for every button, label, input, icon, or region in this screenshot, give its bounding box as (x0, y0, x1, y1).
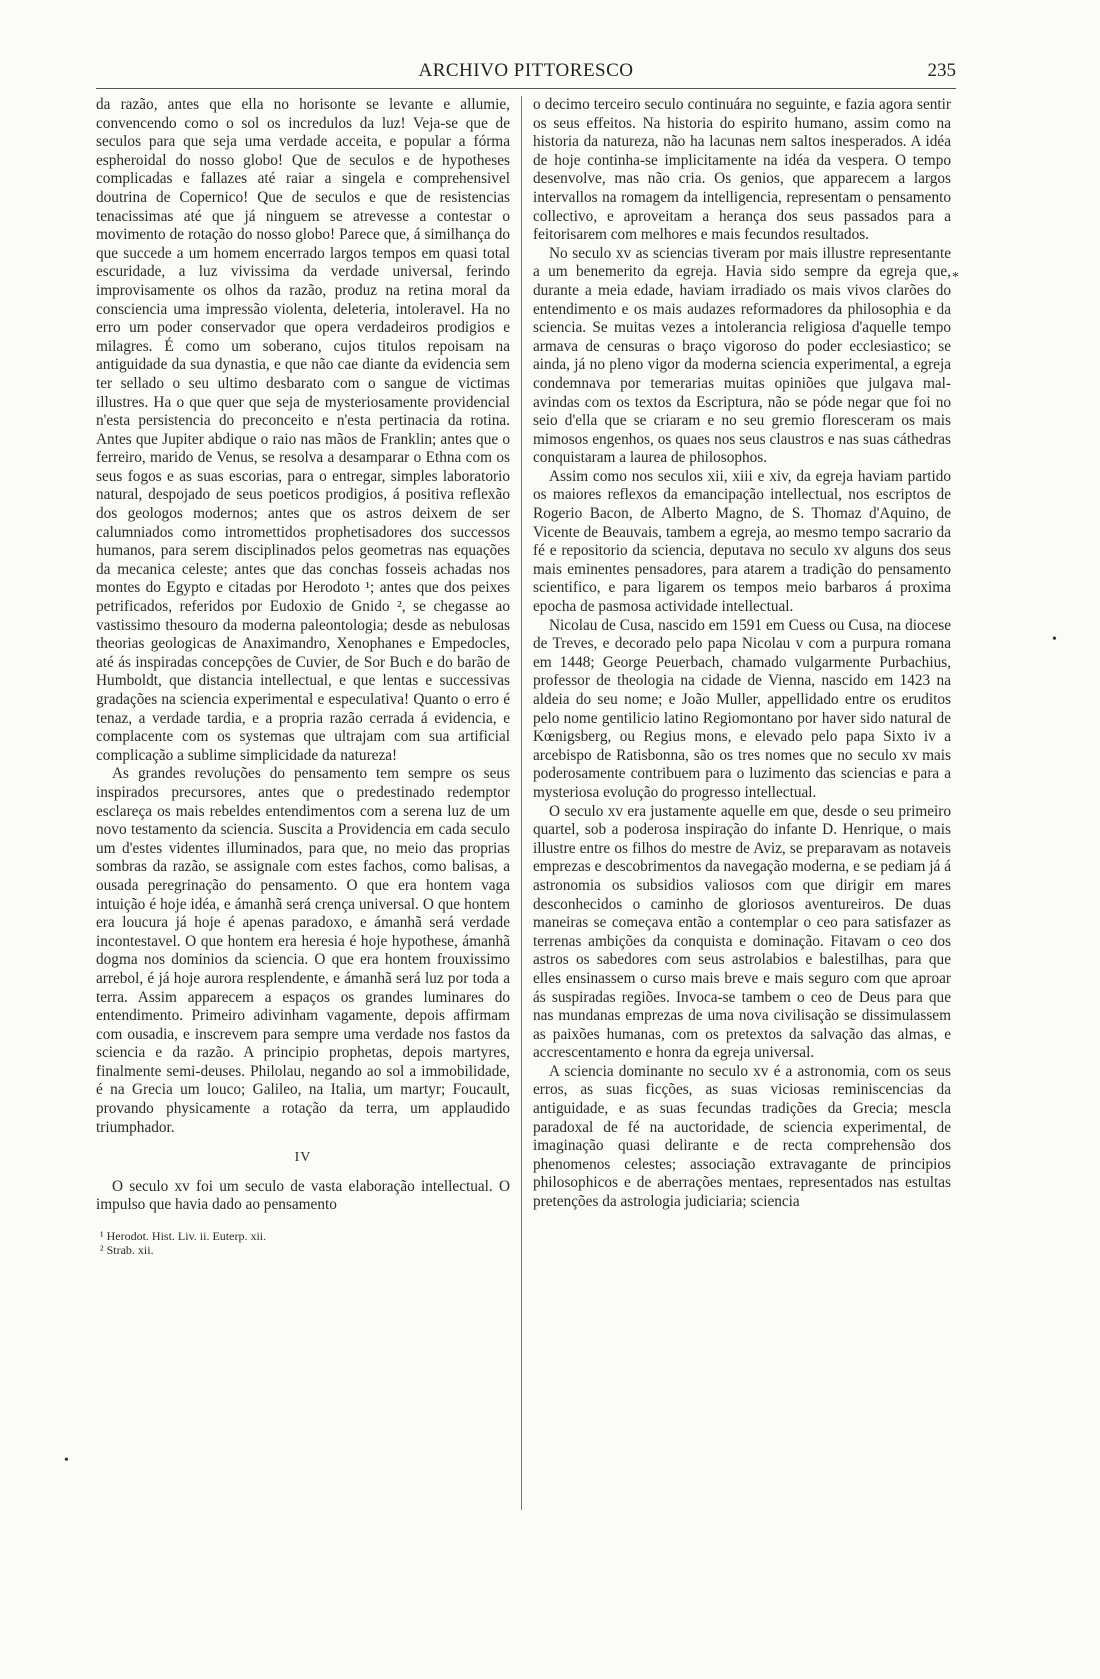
footnote: ¹ Herodot. Hist. Liv. ii. Euterp. xii. (100, 1229, 267, 1244)
paragraph: No seculo xv as sciencias tiveram por mais illustre representante a um benemerito da egreja. Havia sido sempre da egreja que, durante a meia edade, haviam irradiado os mais vivos clarões do entendimento e os mais audazes reformadores da philosophia e da sciencia. Se muitas vezes a intolerancia religiosa d'aquelle tempo armava de censuras o braço vigoroso do poder ecclesiastico; se ainda, já no pleno vigor da moderna sciencia experimental, a egreja condemnava por temerarias muitas opiniões que julgava mal-avindas com os textos da Escriptura, não se póde negar que foi no seio d'ella que se criaram e no seu gremio floresceram os mais mimosos engenhos, os quaes nos seus claustros e nas suas cáthedras conquistaram a laurea de philosophos. (533, 244, 951, 467)
paragraph: A sciencia dominante no seculo xv é a astronomia, com os seus erros, as suas ficções, as suas viciosas reminiscencias da antiguidade, e as suas fecundas tradições da Grecia; mescla paradoxal de fé na auctoridade, de sciencia experimental, de imaginação quasi delirante e de recta comprehensão dos phenomenos celestes; associação extravagante de principios philosophicos e de aberrações mentaes, representados nas estultas pretenções da astrologia judiciaria; sciencia (533, 1062, 951, 1211)
footnotes (96, 1229, 510, 1257)
section-heading: IV (294, 1150, 312, 1166)
paragraph: Nicolau de Cusa, nascido em 1591 em Cuess ou Cusa, na diocese de Treves, e decorado pelo papa Nicolau v com a purpura romana em 1448; George Peuerbach, chamado vulgarmente Purbachius, professor de theologia na cidade de Vienna, nascido em 1423 na aldeia do seu nome; e João Muller, appellidado entre os eruditos pelo nome gentilicio latino Regiomontano por haver sido natural de Kœnigsberg, ou Regius mons, e elevado pelo papa Sixto iv a arcebispo de Ratisbonna, são os tres nomes que no seculo xv mais poderosamente contribuem para o luzimento das sciencias e para a mysteriosa evolução do progresso intellectual. (533, 616, 951, 801)
paragraph: As grandes revoluções do pensamento tem sempre os seus inspirados precursores, antes que o predestinado redemptor esclareça os mais rebeldes entendimentos com a serena luz de um novo testamento da sciencia. Suscita a Providencia em cada seculo um d'estes videntes illuminados, para que, no meio das proprias sombras da razão, se assignale com estes fachos, como balisas, a ousada peregrinação do pensamento. O que era hontem vaga intuição é hoje idéa, e ámanhã será crença universal. O que hontem era loucura já hoje é apenas paradoxo, e ámanhã será verdade incontestavel. O que hontem era heresia é hoje hypothese, ámanhã dogma nos dominios da sciencia. O que era hontem frouxissimo arrebol, é já hoje aurora resplendente, e ámanhã será luz por toda a terra. Assim apparecem a espaços os grandes luminares do entendimento. Primeiro adivinham vagamente, depois affirmam com ousadia, e inscrevem para sempre uma verdade nos fastos da sciencia e da razão. A principio prophetas, depois martyres, finalmente semi-deuses. Philolau, negando ao sol a immobilidade, é na Grecia um louco; Galileo, na Italia, um martyr; Foucault, provando physicamente a rotação da terra, um applaudido triumphador. (96, 765, 510, 1136)
column-divider (521, 96, 522, 1510)
paragraph: O seculo xv era justamente aquelle em que, desde o seu primeiro quartel, sob a poderosa inspiração do infante D. Henrique, o mais illustre entre os filhos do mestre de Aviz, se preparavam as notaveis emprezas e descobrimentos da navegação moderna, e se pediam já á astronomia os subsidios valiosos com que dirigir em mares desconhecidos o caminho de gloriosos aventureiros. De duas maneiras se começava então a contemplar o ceo para satisfazer as terrenas ambições da conquista e dominação. Fitavam o ceo dos astros os sabedores com seus astrolabios e balestilhas, para que elles ensinassem o curso mais breve e mais seguro com que aproar ás suspiradas regiões. Invoca-se tambem o ceo de Deus para que nas mundanas emprezas de uma nova civilisação se dissimulassem as paixões humanas, com os pretextos da salvação das almas, e accrescentamento e honra da egreja universal. (533, 802, 951, 1062)
journal-title: ARCHIVO PITTORESCO (418, 60, 634, 81)
left-column (96, 96, 510, 1257)
margin-dot-mark: • (1052, 632, 1057, 647)
margin-dot-mark: • (64, 1453, 69, 1468)
paragraph: Assim como nos seculos xii, xiii e xiv, da egreja haviam partido os maiores reflexos da emancipação intellectual, nos escriptos de Rogerio Bacon, de Alberto Magno, de S. Thomaz d'Aquino, de Vicente de Beauvais, tambem a egreja, ao mesmo tempo sacrario da fé e repositorio da sciencia, deputava no seculo xv alguns dos seus mais eminentes pensadores, para atarem a tradição do pensamento scientifico, e para ligarem os tempos meio barbaros á proxima epocha de pasmosa actividade intellectual. (533, 467, 951, 616)
paragraph: da razão, antes que ella no horisonte se levante e allumie, convencendo como o sol os incredulos da luz! Veja-se que de seculos para que seja uma verdade acceita, e popular a fórma espheroidal do nosso globo! Que de seculos e de hypotheses complicadas e fallazes até raiar a singela e comprehensivel doutrina de Copernico! Que de seculos e que de resistencias tenacissimas até que já ninguem se atrevesse a contestar o movimento de rotação do nosso globo! Parece que, á similhança do que succede a um homem encerrado largos tempos em quasi total escuridade, a luz vivissima da verdade universal, ferindo improvisamente os olhos da razão, produz na retina moral da consciencia uma impressão violenta, deleteria, intoleravel. Ha no erro um poder conservador que opera verdadeiros prodigios e milagres. É como um soberano, cujos titulos repoisam na antiguidade da sua dynastia, e que não cae diante da evidencia sem ter sellado o seu ultimo desbarato com o sangue de victimas illustres. Ha o que quer que seja de mysteriosamente providencial n'esta persistencia do preconceito e n'esta pertinacia da rotina. Antes que Jupiter abdique o raio nas mãos de Franklin; antes que o ferreiro, marido de Venus, se resolva a desamparar o Ethna com os seus fogos e as suas escorias, para o entregar, simples laboratorio natural, despojado de seus poeticos prodigios, á positiva reflexão dos geologos modernos; antes que os astros deixem de ser calumniados como intromettidos prophetisadores dos successos humanos, para serem disciplinados pelos geometras nas equações da mecanica celeste; antes que das conchas fosseis achadas nos montes do Egypto e citadas por Herodoto ¹; antes que dos peixes petrificados, referidos por Eudoxio de Gnido ², se chegasse ao vastissimo thesouro da moderna paleontologia; desde as nebulosas theorias geologicas de Anaximandro, Xenophanes e Empedocles, até ás inspiradas concepções de Cuvier, de Sor Buch e do barão de Humboldt, que distancia intellectual, e que lentas e successivas gradações na sciencia experimental e especulativa! Quanto o erro é tenaz, a verdade tardia, e a propria razão cerrada á evidencia, e complacente com os systemas que ultrajam com sua artificial complicação a sublime simplicidade da natureza! (96, 96, 510, 764)
footnote: ² Strab. xii. (100, 1243, 154, 1258)
margin-star-mark: * (952, 270, 959, 285)
paragraph: o decimo terceiro seculo continuára no seguinte, e fazia agora sentir os seus effeitos. Na historia do espirito humano, assim como na historia da natureza, não ha lacunas nem saltos inesperados. A idéa de hoje continha-se implicitamente na idéa da vespera. O tempo desenvolve, mas não cria. Os genios, que apparecem a largos intervallos na romagem da intelligencia, representam o pensamento collectivo, e aproveitam a herança dos seus passados para a feitorisarem com melhores e mais fecundos resultados. (533, 96, 951, 244)
page-number: 235 (927, 60, 956, 81)
running-header (96, 58, 956, 89)
paragraph: O seculo xv foi um seculo de vasta elaboração intellectual. O impulso que havia dado ao pensamento (96, 1177, 510, 1214)
right-column (533, 96, 951, 1212)
